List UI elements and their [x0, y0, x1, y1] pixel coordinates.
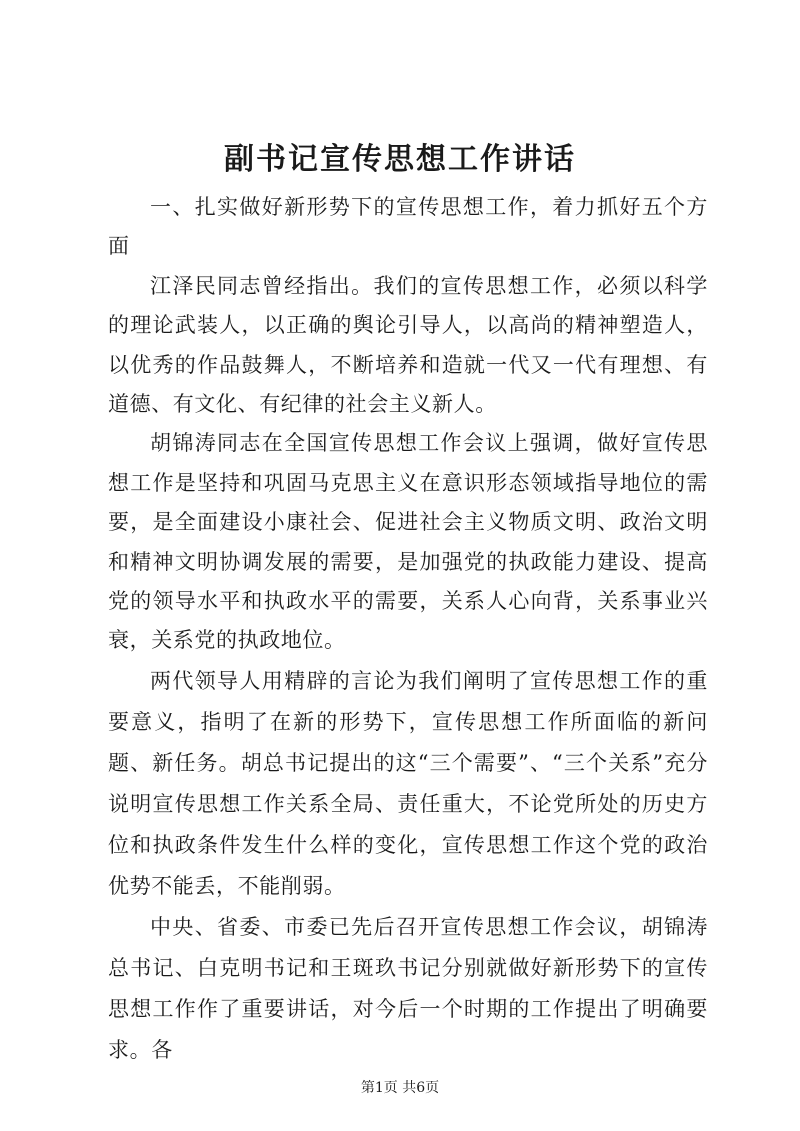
document-title: 副书记宣传思想工作讲话 [224, 142, 576, 177]
body-paragraph: 中央、省委、市委已先后召开宣传思想工作会议，胡锦涛总书记、白克明书记和王斑玖书记分别就做好新形势下的宣传思想工作作了重要讲话，对今后一个时期的工作提出了明确要求。各 [108, 914, 708, 1062]
body-paragraph: 两代领导人用精辟的言论为我们阐明了宣传思想工作的重要意义，指明了在新的形势下，宣传思想工作所面临的新问题、新任务。胡总书记提出的这“三个需要”、“三个关系”充分说明宣传思想工作关系全局、责任重大，不论党所处的历史方位和执政条件发生什么样的变化，宣传思想工作这个党的政治优势不能丢，不能削弱。 [108, 668, 708, 898]
body-paragraph: 胡锦涛同志在全国宣传思想工作会议上强调，做好宣传思想工作是坚持和巩固马克思主义在意识形态领域指导地位的需要，是全面建设小康社会、促进社会主义物质文明、政治文明和精神文明协调发展的需要，是加强党的执政能力建设、提高党的领导水平和执政水平的需要，关系人心向背，关系事业兴衰，关系党的执政地位。 [108, 431, 708, 653]
page-number-footer: 第1页 共6页 [360, 1080, 440, 1096]
document-body [108, 188, 708, 1071]
body-paragraph: 江泽民同志曾经指出。我们的宣传思想工作，必须以科学的理论武装人，以正确的舆论引导人，以高尚的精神塑造人，以优秀的作品鼓舞人，不断培养和造就一代又一代有理想、有道德、有文化、有纪律的社会主义新人。 [108, 273, 708, 417]
section-heading-paragraph: 一、扎实做好新形势下的宣传思想工作，着力抓好五个方面 [108, 195, 708, 259]
